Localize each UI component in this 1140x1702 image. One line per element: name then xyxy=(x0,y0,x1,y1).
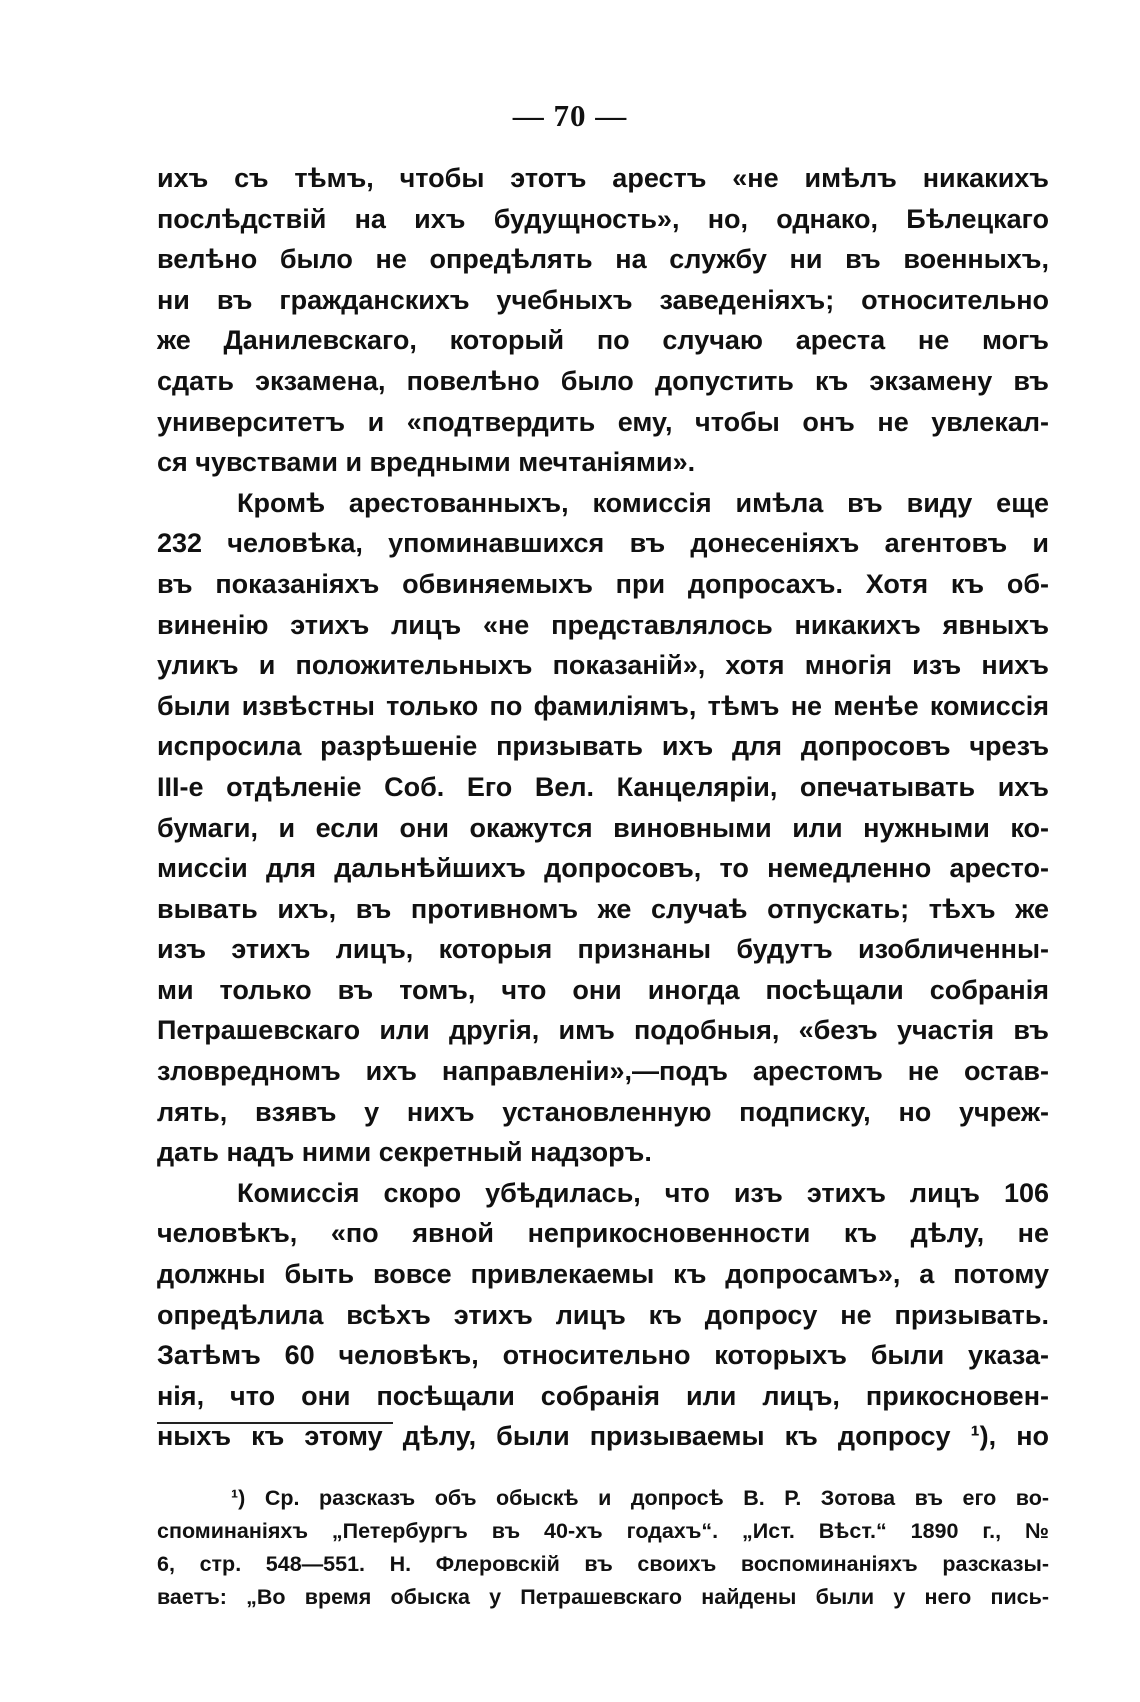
text-line: вывать ихъ, въ противномъ же случаѣ отпускать; тѣхъ же xyxy=(157,893,1049,924)
footnote-line: ¹) Ср. разсказъ объ обыскѣ и допросѣ В. Р. Зотова въ его во- xyxy=(231,1486,1049,1510)
text-line: Петрашевскаго или другія, имъ подобныя, «безъ участія въ xyxy=(157,1015,1049,1046)
text-line: университетъ и «подтвердить ему, чтобы онъ не увлекал- xyxy=(157,406,1049,437)
text-line: въ показаніяхъ обвиняемыхъ при допросахъ. Хотя къ об- xyxy=(157,568,1049,599)
paragraph-first-line: Комиссія скоро убѣдилась, что изъ этихъ лицъ 106 xyxy=(237,1177,1049,1208)
text-line: ни въ гражданскихъ учебныхъ заведеніяхъ; относительно xyxy=(157,284,1049,315)
text-line: были извѣстны только по фамиліямъ, тѣмъ не менѣе комиссія xyxy=(157,690,1049,721)
text-line: лять, взявъ у нихъ установленную подписку, но учреж- xyxy=(157,1096,1049,1127)
text-line: уликъ и положительныхъ показаній», хотя многія изъ нихъ xyxy=(157,650,1049,681)
text-line: III-е отдѣленіе Соб. Его Вел. Канцеляріи, опечатывать ихъ xyxy=(157,771,1049,802)
text-line: сдать экзамена, повелѣно было допустить къ экзамену въ xyxy=(157,365,1049,396)
text-line: нія, что они посѣщали собранія или лицъ, прикосновен- xyxy=(157,1380,1049,1411)
text-line: ныхъ къ этому дѣлу, были призываемы къ допросу ¹), но xyxy=(157,1421,1049,1452)
text-line: дать надъ ними секретный надзоръ. xyxy=(157,1137,652,1168)
text-line: опредѣлила всѣхъ этихъ лицъ къ допросу не призывать. xyxy=(157,1299,1049,1330)
text-line: ихъ съ тѣмъ, чтобы этотъ арестъ «не имѣлъ никакихъ xyxy=(157,163,1049,193)
text-line: послѣдствій на ихъ будущность», но, однако, Бѣлецкаго xyxy=(157,203,1049,234)
text-line: миссіи для дальнѣйшихъ допросовъ, то немедленно аресто- xyxy=(157,853,1049,884)
footnote-line: 6, стр. 548—551. Н. Флеровскій въ своихъ воспоминаніяхъ разсказы- xyxy=(157,1552,1049,1576)
text-line: ся чувствами и вредными мечтаніями». xyxy=(157,447,696,478)
text-line: должны быть вовсе привлекаемы къ допросамъ», а потому xyxy=(157,1259,1049,1290)
text-line: велѣно было не опредѣлять на службу ни въ военныхъ, xyxy=(157,244,1049,275)
body-text xyxy=(157,158,1049,1457)
footnote-divider xyxy=(157,1422,393,1424)
paragraph-first-line: Кромѣ арестованныхъ, комиссія имѣла въ виду еще xyxy=(237,487,1049,518)
text-line: испросила разрѣшеніе призывать ихъ для допросовъ чрезъ xyxy=(157,731,1049,762)
text-line: Затѣмъ 60 человѣкъ, относительно которыхъ были указа- xyxy=(157,1340,1049,1371)
text-line: зловредномъ ихъ направленіи»,—подъ арестомъ не остав- xyxy=(157,1056,1049,1087)
text-line: ми только въ томъ, что они иногда посѣщали собранія xyxy=(157,974,1049,1005)
text-line: изъ этихъ лицъ, которыя признаны будутъ изобличенны- xyxy=(157,934,1049,965)
text-line: человѣкъ, «по явной неприкосновенности къ дѣлу, не xyxy=(157,1218,1049,1249)
text-line: бумаги, и если они окажутся виновными или нужными ко- xyxy=(157,812,1049,843)
text-line: 232 человѣка, упоминавшихся въ донесеніяхъ агентовъ и xyxy=(157,528,1049,559)
footnote-line: ваетъ: „Во время обыска у Петрашевскаго найдены были у него пись- xyxy=(157,1585,1049,1609)
text-line: же Данилевскаго, который по случаю ареста не могъ xyxy=(157,325,1049,356)
footnote-line: споминаніяхъ „Петербургъ въ 40-хъ годахъ“. „Ист. Вѣст.“ 1890 г., № xyxy=(157,1519,1049,1543)
page-number: — 70 — xyxy=(512,98,628,133)
text-line: виненію этихъ лицъ «не представлялось никакихъ явныхъ xyxy=(157,609,1049,640)
footnotes xyxy=(157,1482,1049,1614)
